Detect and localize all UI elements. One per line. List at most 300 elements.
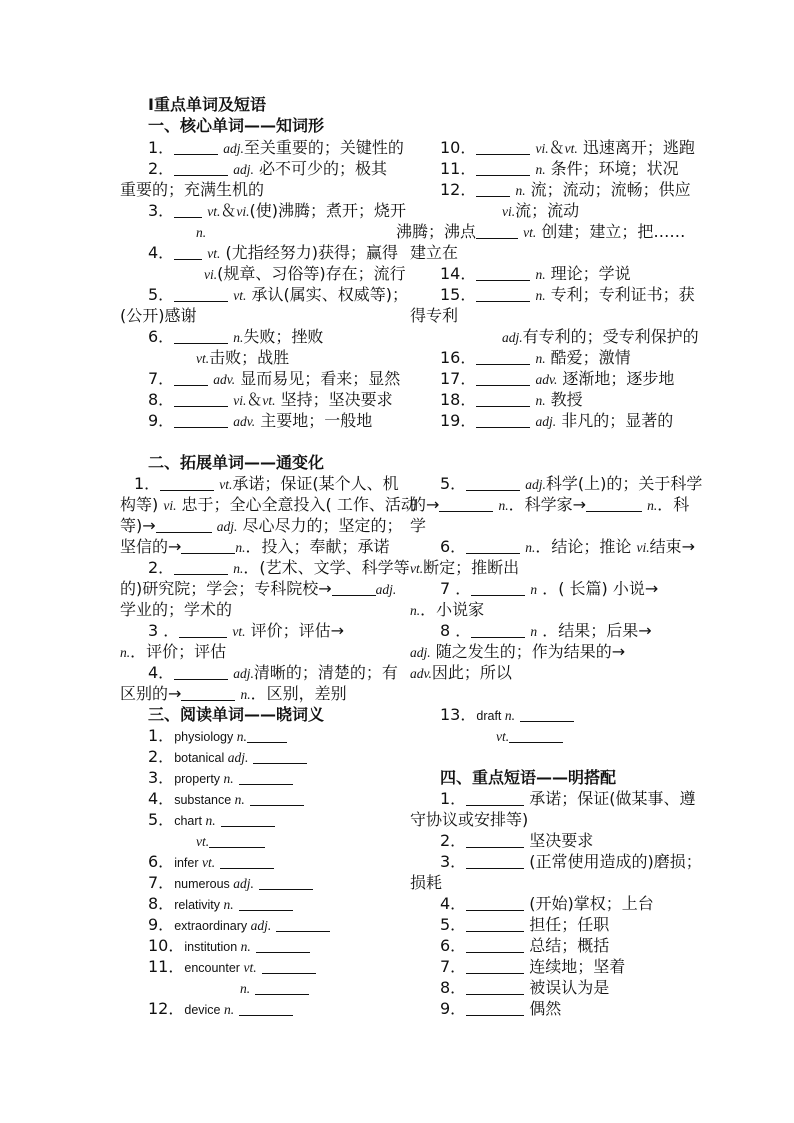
worksheet-line	[120, 518, 402, 535]
line-text: 6．	[440, 936, 467, 955]
answer-blank[interactable]	[259, 876, 313, 890]
part-of-speech: n.	[240, 939, 251, 954]
line-text: 4．	[440, 894, 467, 913]
worksheet-line	[148, 392, 393, 409]
part-of-speech: vt.	[196, 351, 210, 366]
worksheet-line	[440, 1001, 561, 1017]
worksheet-line	[120, 581, 396, 598]
part-of-speech: n.	[535, 288, 546, 303]
worksheet-line	[410, 518, 426, 534]
line-text: 4．	[148, 789, 175, 808]
line-text: 9．	[148, 411, 175, 430]
english-word: extraordinary	[174, 919, 251, 933]
answer-blank[interactable]	[476, 183, 510, 197]
worksheet-line	[196, 833, 265, 850]
line-text: 8 ．	[440, 621, 472, 640]
part-of-speech: vi.	[636, 540, 650, 555]
line-text: 流；流动；流畅；供应	[525, 180, 691, 199]
worksheet-line	[440, 476, 702, 493]
part-of-speech: vi.	[163, 498, 177, 513]
worksheet-line	[196, 224, 206, 241]
worksheet-line	[120, 602, 232, 618]
worksheet-line	[440, 854, 702, 870]
line-text: 三、阅读单词——晓词义	[148, 705, 325, 724]
answer-blank[interactable]	[471, 624, 525, 638]
worksheet-line	[410, 308, 458, 324]
line-text: 14．	[440, 264, 477, 283]
part-of-speech: vi.	[535, 141, 549, 156]
part-of-speech: n	[530, 624, 538, 639]
answer-blank[interactable]	[439, 498, 493, 512]
part-of-speech: adj.	[375, 582, 397, 597]
part-of-speech: adv.	[233, 414, 256, 429]
answer-blank[interactable]	[466, 855, 524, 869]
worksheet-line	[148, 287, 408, 304]
part-of-speech: vt.	[201, 855, 216, 870]
worksheet-line	[196, 350, 289, 367]
line-text: 沸腾；沸点	[396, 222, 477, 241]
part-of-speech: n.	[236, 729, 247, 744]
line-text: 专利；专利证书；获	[545, 285, 695, 304]
worksheet-line	[410, 560, 519, 577]
line-text: 3．	[440, 852, 467, 871]
answer-blank[interactable]	[276, 918, 330, 932]
line-text: (尤指经努力)获得；赢得	[220, 243, 398, 262]
worksheet-line	[440, 161, 679, 178]
part-of-speech: adj.	[502, 330, 523, 345]
worksheet-line	[440, 539, 695, 556]
worksheet-line	[502, 203, 579, 220]
line-text: ＆	[548, 138, 565, 157]
line-text: 主要地；一般地	[255, 411, 373, 430]
answer-blank[interactable]	[239, 897, 293, 911]
worksheet-line	[148, 623, 344, 640]
line-text: 8．	[148, 390, 175, 409]
part-of-speech: vt.	[523, 225, 537, 240]
part-of-speech: n.	[515, 183, 526, 198]
line-text: 偶然	[524, 999, 562, 1018]
line-text: Ⅰ重点单词及短语	[148, 95, 266, 114]
part-of-speech: vt.	[410, 561, 424, 576]
part-of-speech: adj.	[233, 876, 254, 891]
answer-blank[interactable]	[509, 729, 563, 743]
answer-blank[interactable]	[174, 393, 228, 407]
english-word: numerous	[174, 877, 234, 891]
worksheet-line	[410, 812, 528, 828]
answer-blank[interactable]	[174, 666, 228, 680]
worksheet-line	[440, 287, 695, 304]
part-of-speech: vi.	[204, 267, 218, 282]
line-text: 担任；任职	[524, 915, 610, 934]
worksheet-line	[440, 182, 691, 199]
worksheet-line	[148, 791, 304, 808]
answer-blank[interactable]	[220, 855, 274, 869]
line-text: 评价；评估→	[245, 621, 344, 640]
answer-blank[interactable]	[181, 687, 235, 701]
worksheet-line	[148, 140, 404, 157]
answer-blank[interactable]	[520, 708, 574, 722]
line-text: 6．	[148, 327, 175, 346]
part-of-speech: n.	[525, 540, 536, 555]
line-text: 非凡的；显著的	[556, 411, 674, 430]
part-of-speech: vt.	[232, 624, 246, 639]
line-text: 迅速离开；逃跑	[577, 138, 695, 157]
part-of-speech: n.	[235, 540, 246, 555]
answer-blank[interactable]	[156, 519, 212, 533]
line-text: 失败；挫败	[243, 327, 324, 346]
answer-blank[interactable]	[247, 729, 287, 743]
english-word: draft	[476, 709, 505, 723]
line-text: 区别的→	[120, 684, 182, 703]
worksheet-line	[440, 266, 631, 283]
part-of-speech: n.	[647, 498, 658, 513]
part-of-speech: n.	[223, 1002, 235, 1017]
section-heading	[440, 770, 616, 786]
line-text: 击败；战胜	[209, 348, 290, 367]
answer-blank[interactable]	[174, 288, 228, 302]
english-word: infer	[174, 856, 202, 870]
line-text: 5．	[440, 474, 467, 493]
line-text: 11．	[440, 159, 477, 178]
answer-blank[interactable]	[332, 582, 376, 596]
line-text: 承认(属实、权威等)；	[246, 285, 408, 304]
worksheet-line	[134, 476, 399, 493]
worksheet-line	[410, 665, 512, 682]
answer-blank[interactable]	[174, 372, 208, 386]
section-heading	[148, 118, 324, 134]
answer-blank[interactable]	[221, 813, 275, 827]
line-text: 教授	[545, 390, 583, 409]
answer-blank[interactable]	[174, 141, 218, 155]
line-text: 1．	[148, 726, 175, 745]
answer-blank[interactable]	[466, 981, 524, 995]
part-of-speech: adj.	[233, 666, 254, 681]
worksheet-line	[410, 602, 484, 619]
line-text: 承诺；保证(做某事、遵	[524, 789, 696, 808]
worksheet-line	[440, 833, 593, 849]
answer-blank[interactable]	[476, 288, 530, 302]
worksheet-line	[496, 728, 563, 745]
line-text: ．结果；后果→	[537, 621, 652, 640]
worksheet-line	[440, 707, 574, 724]
worksheet-line	[148, 329, 323, 346]
line-text: 有专利的；受专利保护的	[522, 327, 699, 346]
line-text: 二、拓展单词——通变化	[148, 453, 325, 472]
line-text: 16．	[440, 348, 477, 367]
line-text: 5．	[148, 285, 175, 304]
answer-blank[interactable]	[466, 540, 520, 554]
line-text: 3 ．	[148, 621, 180, 640]
worksheet-line	[440, 959, 625, 975]
worksheet-line	[240, 980, 309, 997]
line-text: 2．	[148, 159, 175, 178]
answer-blank[interactable]	[476, 351, 530, 365]
worksheet-line	[148, 728, 287, 745]
line-text: 断定；推断出	[423, 558, 520, 577]
part-of-speech: n.	[233, 330, 244, 345]
worksheet-line	[148, 959, 316, 976]
answer-blank[interactable]	[466, 939, 524, 953]
answer-blank[interactable]	[476, 414, 530, 428]
worksheet-line	[148, 413, 372, 430]
worksheet-line	[148, 770, 293, 787]
part-of-speech: vt.	[496, 729, 510, 744]
line-text: 8．	[148, 894, 175, 913]
worksheet-line	[440, 791, 696, 807]
part-of-speech: vt.	[243, 960, 257, 975]
answer-blank[interactable]	[256, 939, 310, 953]
answer-blank[interactable]	[160, 477, 214, 491]
worksheet-line	[148, 896, 293, 913]
part-of-speech: n.	[504, 708, 515, 723]
part-of-speech: n.	[196, 225, 207, 240]
english-word: botanical	[174, 751, 228, 765]
line-text: 7．	[148, 873, 175, 892]
answer-blank[interactable]	[174, 162, 228, 176]
answer-blank[interactable]	[174, 204, 202, 218]
line-text: ．科学家→	[508, 495, 587, 514]
part-of-speech: n.	[240, 687, 251, 702]
line-text: 忠于；全心全意投入( 工作、活动	[176, 495, 417, 514]
part-of-speech: adj.	[535, 414, 557, 429]
line-text: 12．	[440, 180, 477, 199]
line-text: 条件；环境；状况	[545, 159, 679, 178]
worksheet-line	[410, 245, 458, 261]
line-text: ．科	[657, 495, 690, 514]
english-word: substance	[174, 793, 235, 807]
part-of-speech: n.	[535, 267, 546, 282]
line-text: (开始)掌权；上台	[524, 894, 654, 913]
answer-blank[interactable]	[209, 834, 265, 848]
line-text: 9．	[148, 915, 175, 934]
answer-blank[interactable]	[250, 792, 304, 806]
part-of-speech: adj.	[250, 918, 272, 933]
worksheet-line	[440, 581, 658, 598]
line-text: ．结论；推论	[535, 537, 637, 556]
line-text: 构等)	[120, 495, 164, 514]
part-of-speech: n.	[410, 603, 421, 618]
worksheet-line	[148, 875, 313, 892]
answer-blank[interactable]	[466, 834, 524, 848]
line-text: 1．	[440, 789, 467, 808]
line-text: 必不可少的；极其	[253, 159, 388, 178]
line-text: 四、重点短语——明搭配	[440, 768, 617, 787]
section-heading	[148, 455, 324, 471]
part-of-speech: adj.	[233, 162, 254, 177]
line-text: 2．	[148, 747, 175, 766]
english-word: property	[174, 772, 224, 786]
answer-blank[interactable]	[476, 141, 530, 155]
answer-blank[interactable]	[466, 477, 520, 491]
line-text: 酷爱；激情	[545, 348, 631, 367]
worksheet-line	[410, 644, 625, 661]
part-of-speech: adj.	[525, 477, 546, 492]
answer-blank[interactable]	[174, 561, 228, 575]
part-of-speech: vt.	[207, 204, 221, 219]
worksheet-line	[148, 665, 398, 682]
worksheet-line	[204, 266, 406, 283]
part-of-speech: adj.	[216, 519, 238, 534]
line-text: 守协议或安排等)	[410, 810, 529, 829]
line-text: 逐渐地；逐步地	[557, 369, 675, 388]
part-of-speech: n.	[234, 792, 245, 807]
answer-blank[interactable]	[466, 1002, 524, 1016]
part-of-speech: n.	[498, 498, 509, 513]
line-text: ．区别，差别	[250, 684, 347, 703]
line-text: 总结；概括	[524, 936, 610, 955]
part-of-speech: n.	[205, 813, 216, 828]
line-text: ．小说家	[420, 600, 485, 619]
worksheet-line	[502, 329, 699, 346]
answer-blank[interactable]	[262, 960, 316, 974]
line-text: 尽心尽力的；坚定的；	[237, 516, 403, 535]
line-text: 损耗	[410, 873, 443, 892]
line-text: 2．	[148, 558, 175, 577]
worksheet-line	[148, 371, 400, 388]
worksheet-line	[396, 224, 685, 241]
line-text: 因此；所以	[431, 663, 512, 682]
line-text: 7 ．	[440, 579, 472, 598]
answer-blank[interactable]	[181, 540, 235, 554]
worksheet-line	[148, 245, 398, 262]
line-text: 6．	[440, 537, 467, 556]
line-text: 学业的；学术的	[120, 600, 233, 619]
answer-blank[interactable]	[255, 981, 309, 995]
line-text: 至关重要的；关键性的	[243, 138, 404, 157]
line-text: 坚持；坚决要求	[275, 390, 393, 409]
line-text: 8．	[440, 978, 467, 997]
line-text: ．投入；奉献；承诺	[245, 537, 390, 556]
line-text: 15．	[440, 285, 477, 304]
worksheet-line	[440, 140, 695, 157]
line-text: 连续地；坚着	[524, 957, 626, 976]
part-of-speech: adj.	[410, 645, 431, 660]
worksheet-line	[148, 938, 310, 955]
worksheet-line	[440, 413, 673, 430]
answer-blank[interactable]	[253, 750, 307, 764]
answer-blank[interactable]	[476, 372, 530, 386]
line-text: 得专利	[410, 306, 459, 325]
part-of-speech: n.	[223, 771, 234, 786]
line-text: 坚决要求	[524, 831, 594, 850]
answer-blank[interactable]	[476, 225, 518, 239]
line-text: 4．	[148, 663, 175, 682]
part-of-speech: n.	[535, 393, 546, 408]
worksheet-line	[148, 917, 330, 934]
answer-blank[interactable]	[466, 897, 524, 911]
part-of-speech: n.	[223, 897, 234, 912]
line-text: 1．	[148, 138, 175, 157]
part-of-speech: vt.	[219, 477, 233, 492]
part-of-speech: adv.	[535, 372, 558, 387]
part-of-speech: adv.	[410, 666, 432, 681]
answer-blank[interactable]	[476, 393, 530, 407]
line-text: 结束→	[649, 537, 696, 556]
answer-blank[interactable]	[471, 582, 525, 596]
worksheet-line	[120, 644, 226, 661]
answer-blank[interactable]	[476, 267, 530, 281]
answer-blank[interactable]	[476, 162, 530, 176]
line-text: 的)研究院；学会；专科院校→	[120, 579, 332, 598]
answer-blank[interactable]	[174, 246, 202, 260]
line-text: 12．	[148, 999, 185, 1018]
line-text: 4．	[148, 243, 175, 262]
worksheet-line	[440, 917, 609, 933]
line-text: ．( 长篇) 小说→	[537, 579, 659, 598]
worksheet-line	[120, 539, 390, 556]
line-text: 5．	[440, 915, 467, 934]
line-text: 坚信的→	[120, 537, 182, 556]
line-text: 一、核心单词——知词形	[148, 116, 325, 135]
worksheet-line	[410, 875, 442, 891]
answer-blank[interactable]	[466, 960, 524, 974]
line-text: 承诺；保证(某个人、机	[232, 474, 399, 493]
line-text: 3．	[148, 768, 175, 787]
part-of-speech: vi.	[233, 393, 247, 408]
english-word: institution	[184, 940, 241, 954]
worksheet-line	[440, 371, 674, 388]
part-of-speech: adj.	[227, 750, 249, 765]
answer-blank[interactable]	[466, 792, 524, 806]
line-text: 3．	[148, 201, 175, 220]
worksheet-line	[148, 854, 274, 871]
line-text: 10．	[148, 936, 185, 955]
line-text: 的→	[410, 495, 440, 514]
answer-blank[interactable]	[179, 624, 227, 638]
worksheet-line	[148, 560, 410, 577]
worksheet-line	[440, 350, 631, 367]
english-word: relativity	[174, 898, 224, 912]
part-of-speech: vt.	[207, 246, 221, 261]
line-text: 科学(上)的；关于科学	[545, 474, 703, 493]
line-text: 随之发生的；作为结果的→	[430, 642, 626, 661]
line-text: 18．	[440, 390, 477, 409]
line-text: ．评价；评估	[130, 642, 227, 661]
worksheet-line	[440, 896, 654, 912]
english-word: encounter	[184, 961, 244, 975]
line-text: 9．	[440, 999, 467, 1018]
line-text: (公开)感谢	[120, 306, 197, 325]
answer-blank[interactable]	[174, 330, 228, 344]
answer-blank[interactable]	[586, 498, 642, 512]
worksheet-line	[120, 308, 197, 324]
line-text: 11．	[148, 957, 185, 976]
answer-blank[interactable]	[239, 1002, 293, 1016]
worksheet-line	[148, 203, 406, 220]
line-text: 17．	[440, 369, 477, 388]
line-text: 等)→	[120, 516, 156, 535]
line-text: ＆	[246, 390, 263, 409]
english-word: chart	[174, 814, 206, 828]
answer-blank[interactable]	[466, 918, 524, 932]
worksheet-line	[148, 749, 307, 766]
worksheet-line	[148, 161, 387, 178]
worksheet-line	[148, 812, 275, 829]
part-of-speech: n.	[535, 351, 546, 366]
line-text: ．(艺术、文学、科学等	[243, 558, 410, 577]
worksheet-line	[440, 938, 609, 954]
answer-blank[interactable]	[239, 771, 293, 785]
line-text: 显而易见；看来；显然	[235, 369, 401, 388]
line-text: 19．	[440, 411, 477, 430]
line-text: 10．	[440, 138, 477, 157]
worksheet-line	[148, 1001, 293, 1018]
line-text: 流；流动	[515, 201, 580, 220]
answer-blank[interactable]	[174, 414, 228, 428]
english-word: device	[184, 1003, 224, 1017]
section-heading	[148, 707, 324, 723]
part-of-speech: n.	[120, 645, 131, 660]
